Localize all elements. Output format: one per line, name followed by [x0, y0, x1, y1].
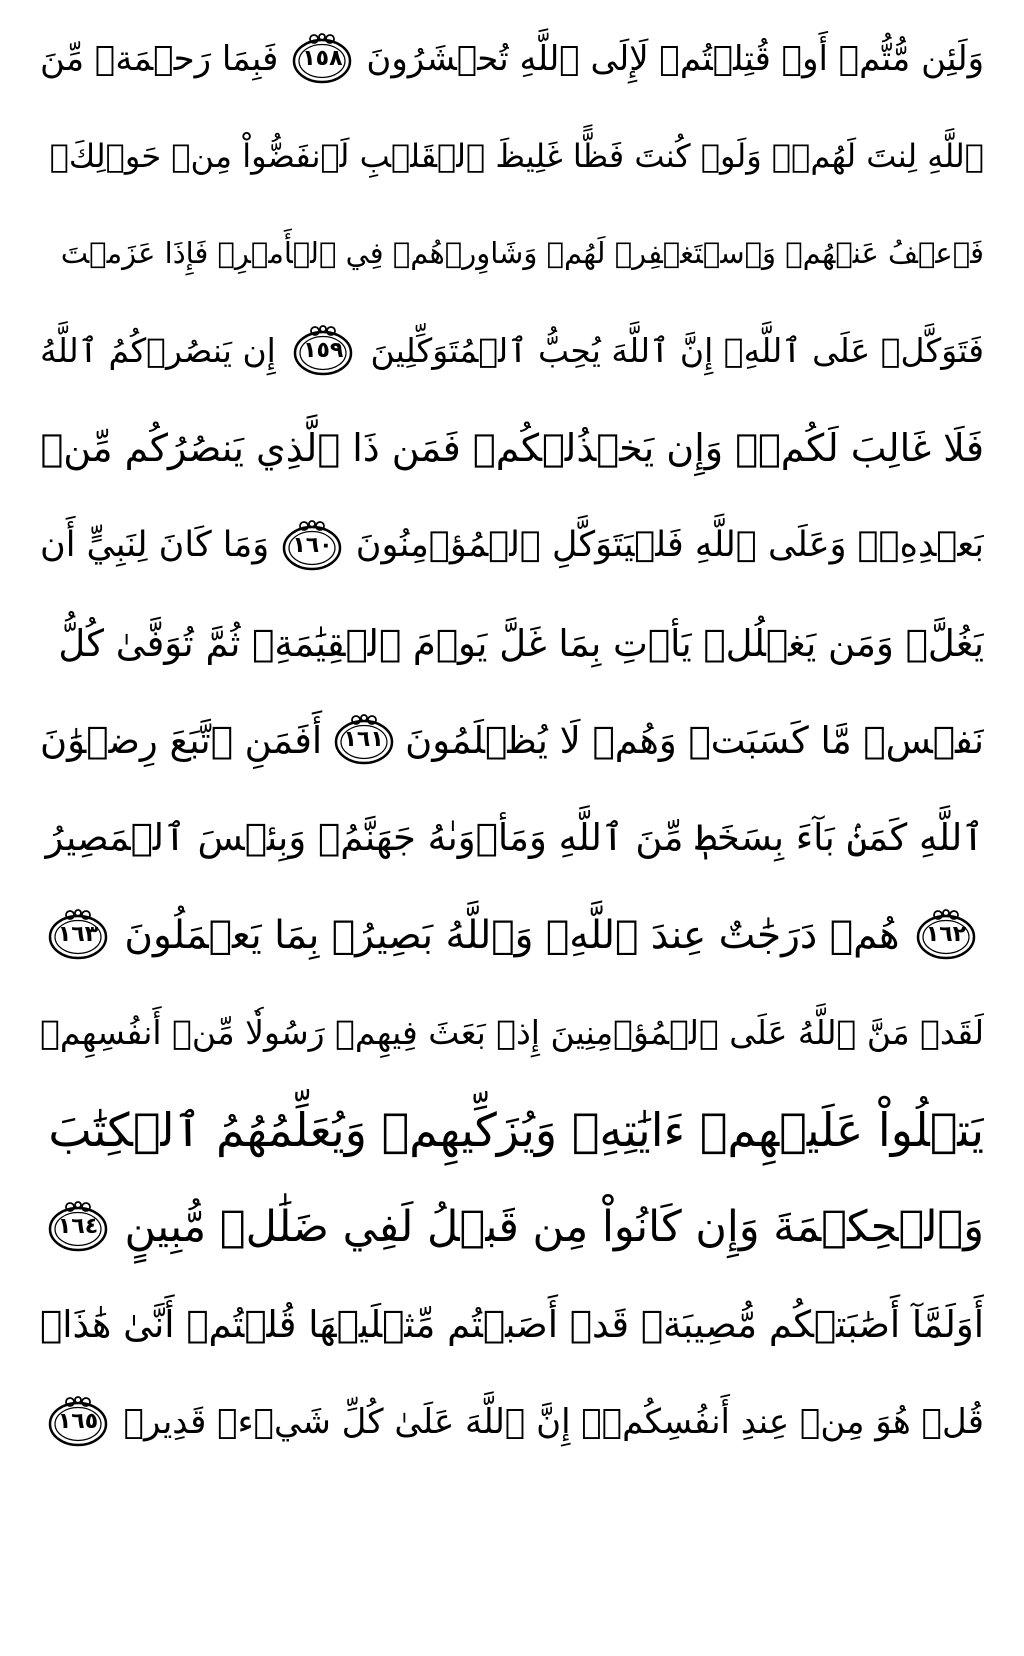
text-line — [40, 984, 984, 1081]
text-line — [40, 107, 984, 204]
text-line — [40, 1179, 984, 1276]
verse-text: وَمَا كَانَ لِنَبِيٍّ أَن — [40, 525, 270, 566]
verse-text: أَفَمَنِ ٱتَّبَعَ رِضۡوَٰنَ — [40, 718, 323, 762]
text-line — [40, 497, 984, 594]
ayah-marker-icon — [46, 909, 110, 961]
verse-text: بَعۡدِهِۦۗ وَعَلَى ٱللَّهِ فَلۡيَتَوَكَّلِ ٱلۡمُؤۡمِنُونَ — [355, 525, 984, 566]
verse-text: لَقَدۡ مَنَّ ٱللَّهُ عَلَى ٱلۡمُؤۡمِنِينَ إِذۡ بَعَثَ فِيهِمۡ رَسُولٗا مِّنۡ أَنفُسِهِمۡ — [40, 1013, 984, 1053]
verse-text: فَلَا غَالِبَ لَكُمۡۖ وَإِن يَخۡذُلۡكُمۡ فَمَن ذَا ٱلَّذِي يَنصُرُكُم مِّنۢ — [40, 426, 984, 471]
text-line — [40, 887, 984, 984]
text-line — [40, 692, 984, 789]
ayah-marker-icon — [914, 909, 978, 961]
ayah-marker-icon — [46, 1396, 110, 1448]
text-line — [40, 10, 984, 107]
verse-text: وَٱلۡحِكۡمَةَ وَإِن كَانُواْ مِن قَبۡلُ لَفِي ضَلَٰلٖ مُّبِينٍ — [124, 1201, 984, 1252]
verse-text: ٱللَّهِ لِنتَ لَهُمۡۖ وَلَوۡ كُنتَ فَظًّا غَلِيظَ ٱلۡقَلۡبِ لَٱنفَضُّواْ مِنۡ حَوۡلِكَۖ — [49, 137, 984, 176]
ayah-number: ١٥٨ — [302, 45, 343, 71]
text-line — [40, 1373, 984, 1470]
ayah-number: ١٦٥ — [57, 1409, 99, 1435]
verse-text: يَتۡلُواْ عَلَيۡهِمۡ ءَايَٰتِهِۦ وَيُزَكِّيهِمۡ وَيُعَلِّمُهُمُ ٱلۡكِتَٰبَ — [48, 1102, 984, 1157]
ayah-number: ١٦٤ — [57, 1214, 99, 1240]
ayah-number: ١٦٠ — [292, 532, 333, 558]
text-line — [40, 400, 984, 497]
ayah-number: ١٥٩ — [303, 337, 344, 363]
ayah-marker-icon — [291, 325, 355, 377]
verse-text: نَفۡسٖ مَّا كَسَبَتۡ وَهُمۡ لَا يُظۡلَمُونَ — [405, 718, 984, 762]
text-line — [40, 302, 984, 399]
text-line — [40, 1276, 984, 1373]
verse-text: يَغُلَّۚ وَمَن يَغۡلُلۡ يَأۡتِ بِمَا غَلَّ يَوۡمَ ٱلۡقِيَٰمَةِۚ ثُمَّ تُوَفَّىٰ كُلُّ — [58, 621, 984, 665]
ayah-number: ١٦٣ — [57, 922, 99, 948]
verse-text: فَتَوَكَّلۡ عَلَى ٱللَّهِۚ إِنَّ ٱللَّهَ يُحِبُّ ٱلۡمُتَوَكِّلِينَ — [370, 331, 984, 371]
verse-text: إِن يَنصُرۡكُمُ ٱللَّهُ — [40, 331, 276, 371]
ayah-marker-icon — [46, 1201, 110, 1253]
ayah-number: ١٦١ — [343, 727, 384, 753]
verse-text: فَٱعۡفُ عَنۡهُمۡ وَٱسۡتَغۡفِرۡ لَهُمۡ وَشَاوِرۡهُمۡ فِي ٱلۡأَمۡرِۖ فَإِذَا عَزَمۡتَ — [60, 235, 984, 270]
text-line — [40, 205, 984, 302]
verse-text: فَبِمَا رَحۡمَةٖ مِّنَ — [40, 38, 279, 79]
verse-text: هُمۡ دَرَجَٰتٌ عِندَ ٱللَّهِۗ وَٱللَّهُ بَصِيرُۢ بِمَا يَعۡمَلُونَ — [124, 912, 900, 958]
verse-text: وَلَئِن مُّتُّمۡ أَوۡ قُتِلۡتُمۡ لَإِلَى ٱللَّهِ تُحۡشَرُونَ — [366, 38, 984, 79]
verse-text: أَوَلَمَّآ أَصَٰبَتۡكُم مُّصِيبَةٞ قَدۡ أَصَبۡتُم مِّثۡلَيۡهَا قُلۡتُمۡ أَنَّىٰ هَٰذَاۖ — [40, 1303, 984, 1347]
verse-text: ٱللَّهِ كَمَنۢ بَآءَ بِسَخَطٖ مِّنَ ٱللَّهِ وَمَأۡوَىٰهُ جَهَنَّمُۖ وَبِئۡسَ ٱلۡمَصِيرُ — [45, 816, 984, 860]
ayah-marker-icon — [290, 33, 354, 85]
ayah-number: ١٦٢ — [925, 922, 967, 948]
verse-text: قُلۡ هُوَ مِنۡ عِندِ أَنفُسِكُمۡۗ إِنَّ ٱللَّهَ عَلَىٰ كُلِّ شَيۡءٖ قَدِيرٞ — [123, 1402, 984, 1443]
text-line — [40, 594, 984, 691]
ayah-marker-icon — [332, 714, 396, 766]
text-line — [40, 1081, 984, 1178]
text-line — [40, 789, 984, 886]
ayah-marker-icon — [280, 520, 344, 572]
